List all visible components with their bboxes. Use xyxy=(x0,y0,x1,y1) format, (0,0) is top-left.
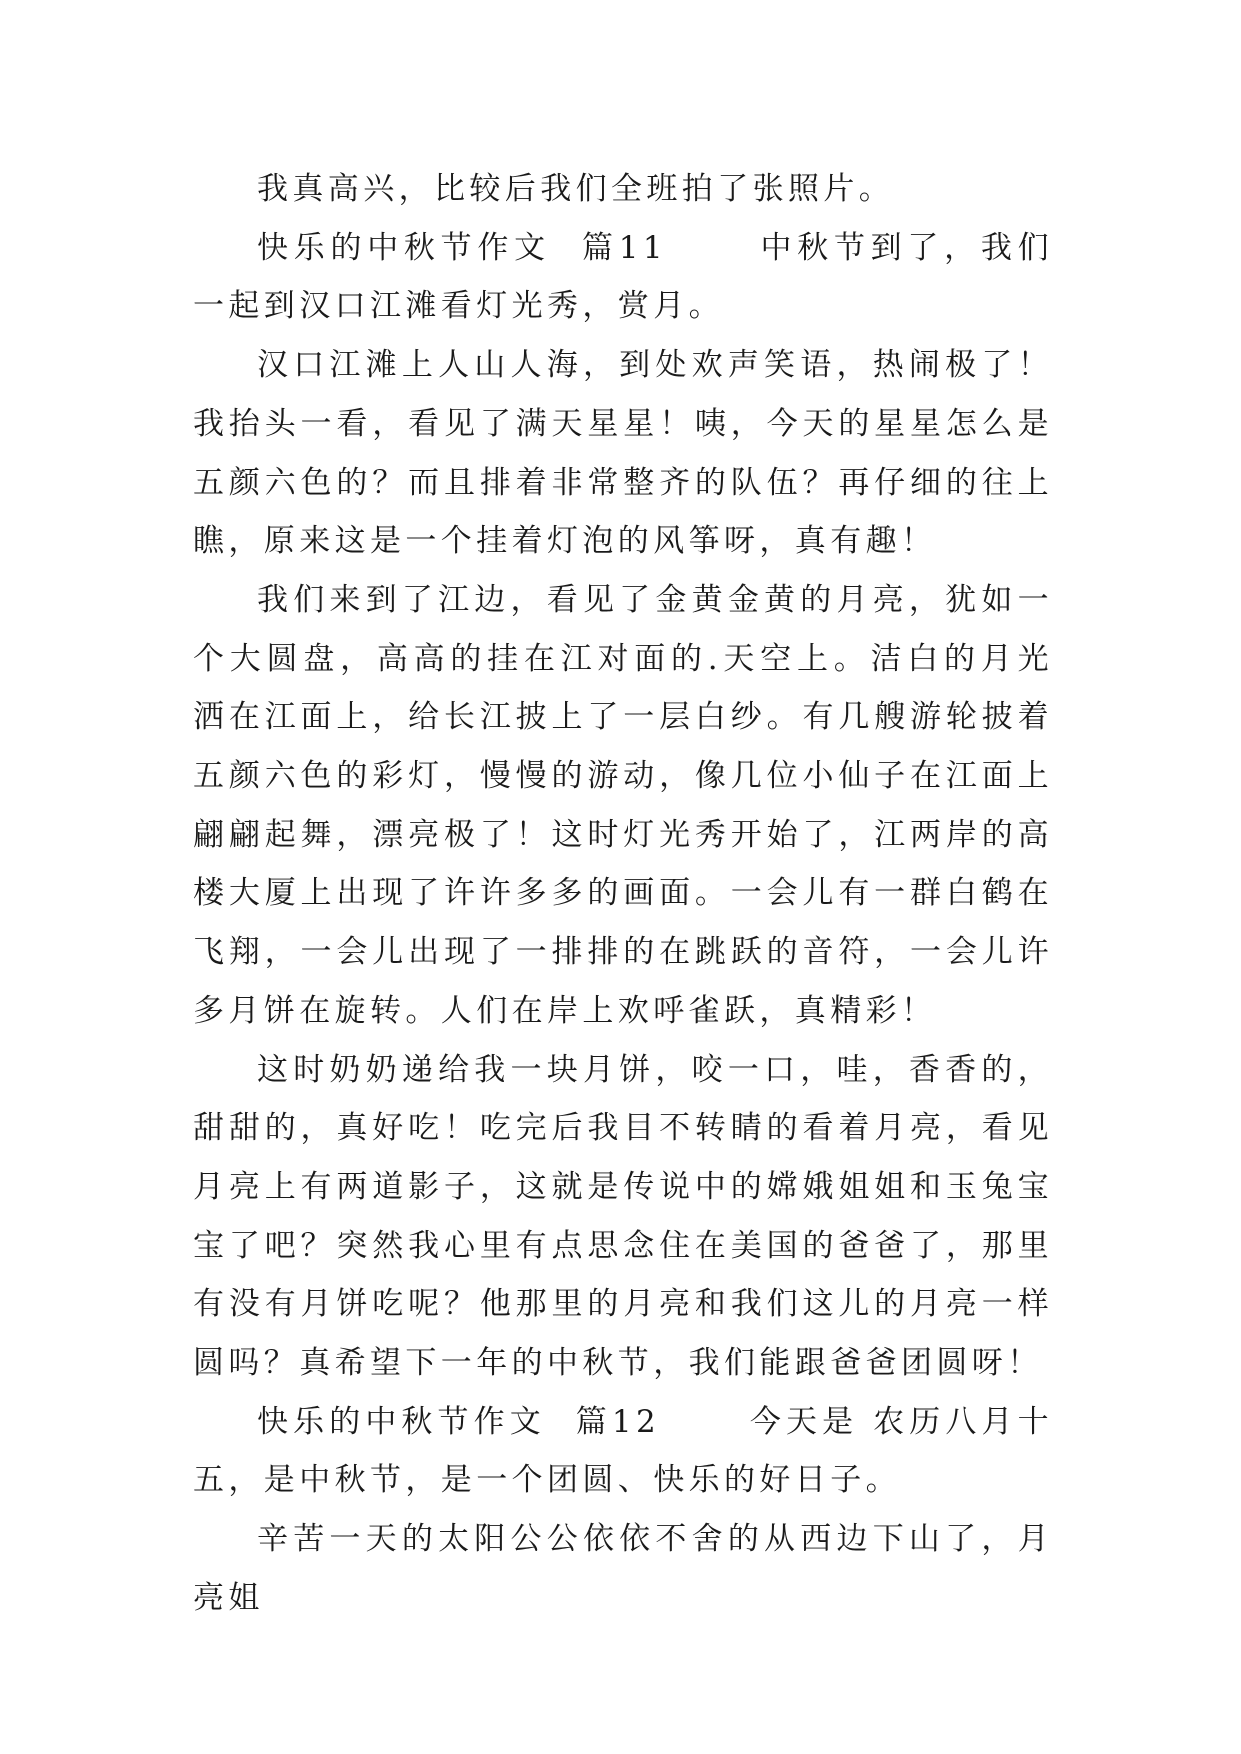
paragraph-7: 辛苦一天的太阳公公依依不舍的从西边下山了，月亮姐 xyxy=(193,1521,1053,1616)
paragraph-2-essay-11-heading: 快乐的中秋节作文 篇11 中秋节到了，我们一起到汉口江滩看灯光秀，赏月。 xyxy=(193,229,1053,325)
paragraph-3: 汉口江滩上人山人海，到处欢声笑语，热闹极了！我抬头一看，看见了满天星星！咦，今天的星星怎么是五颜六色的？而且排着非常整齐的队伍？再仔细的往上瞧，原来这是一个挂着灯泡的风筝呀，真有趣！ xyxy=(193,347,1053,560)
paragraph-5: 这时奶奶递给我一块月饼，咬一口，哇，香香的，甜甜的，真好吃！吃完后我目不转睛的看着月亮，看见月亮上有两道影子，这就是传说中的嫦娥姐姐和玉兔宝宝了吧？突然我心里有点思念住在美国的爸爸了，那里有没有月饼吃呢？他那里的月亮和我们这儿的月亮一样圆吗？真希望下一年的中秋节，我们能跟爸爸团圆呀！ xyxy=(193,1051,1053,1382)
document-body xyxy=(193,160,1053,1628)
paragraph-1: 我真高兴，比较后我们全班拍了张照片。 xyxy=(257,171,895,207)
paragraph-4: 我们来到了江边，看见了金黄金黄的月亮，犹如一个大圆盘，高高的挂在江对面的.天空上。洁白的月光洒在江面上，给长江披上了一层白纱。有几艘游轮披着五颜六色的彩灯，慢慢的游动，像几位小仙子在江面上翩翩起舞，漂亮极了！这时灯光秀开始了，江两岸的高楼大厦上出现了许许多多的画面。一会儿有一群白鹤在飞翔，一会儿出现了一排排的在跳跃的音符，一会儿许多月饼在旋转。人们在岸上欢呼雀跃，真精彩！ xyxy=(193,581,1053,1029)
paragraph-6-essay-12-heading: 快乐的中秋节作文 篇12 今天是 农历八月十五，是中秋节，是一个团圆、快乐的好日子。 xyxy=(193,1403,1053,1499)
